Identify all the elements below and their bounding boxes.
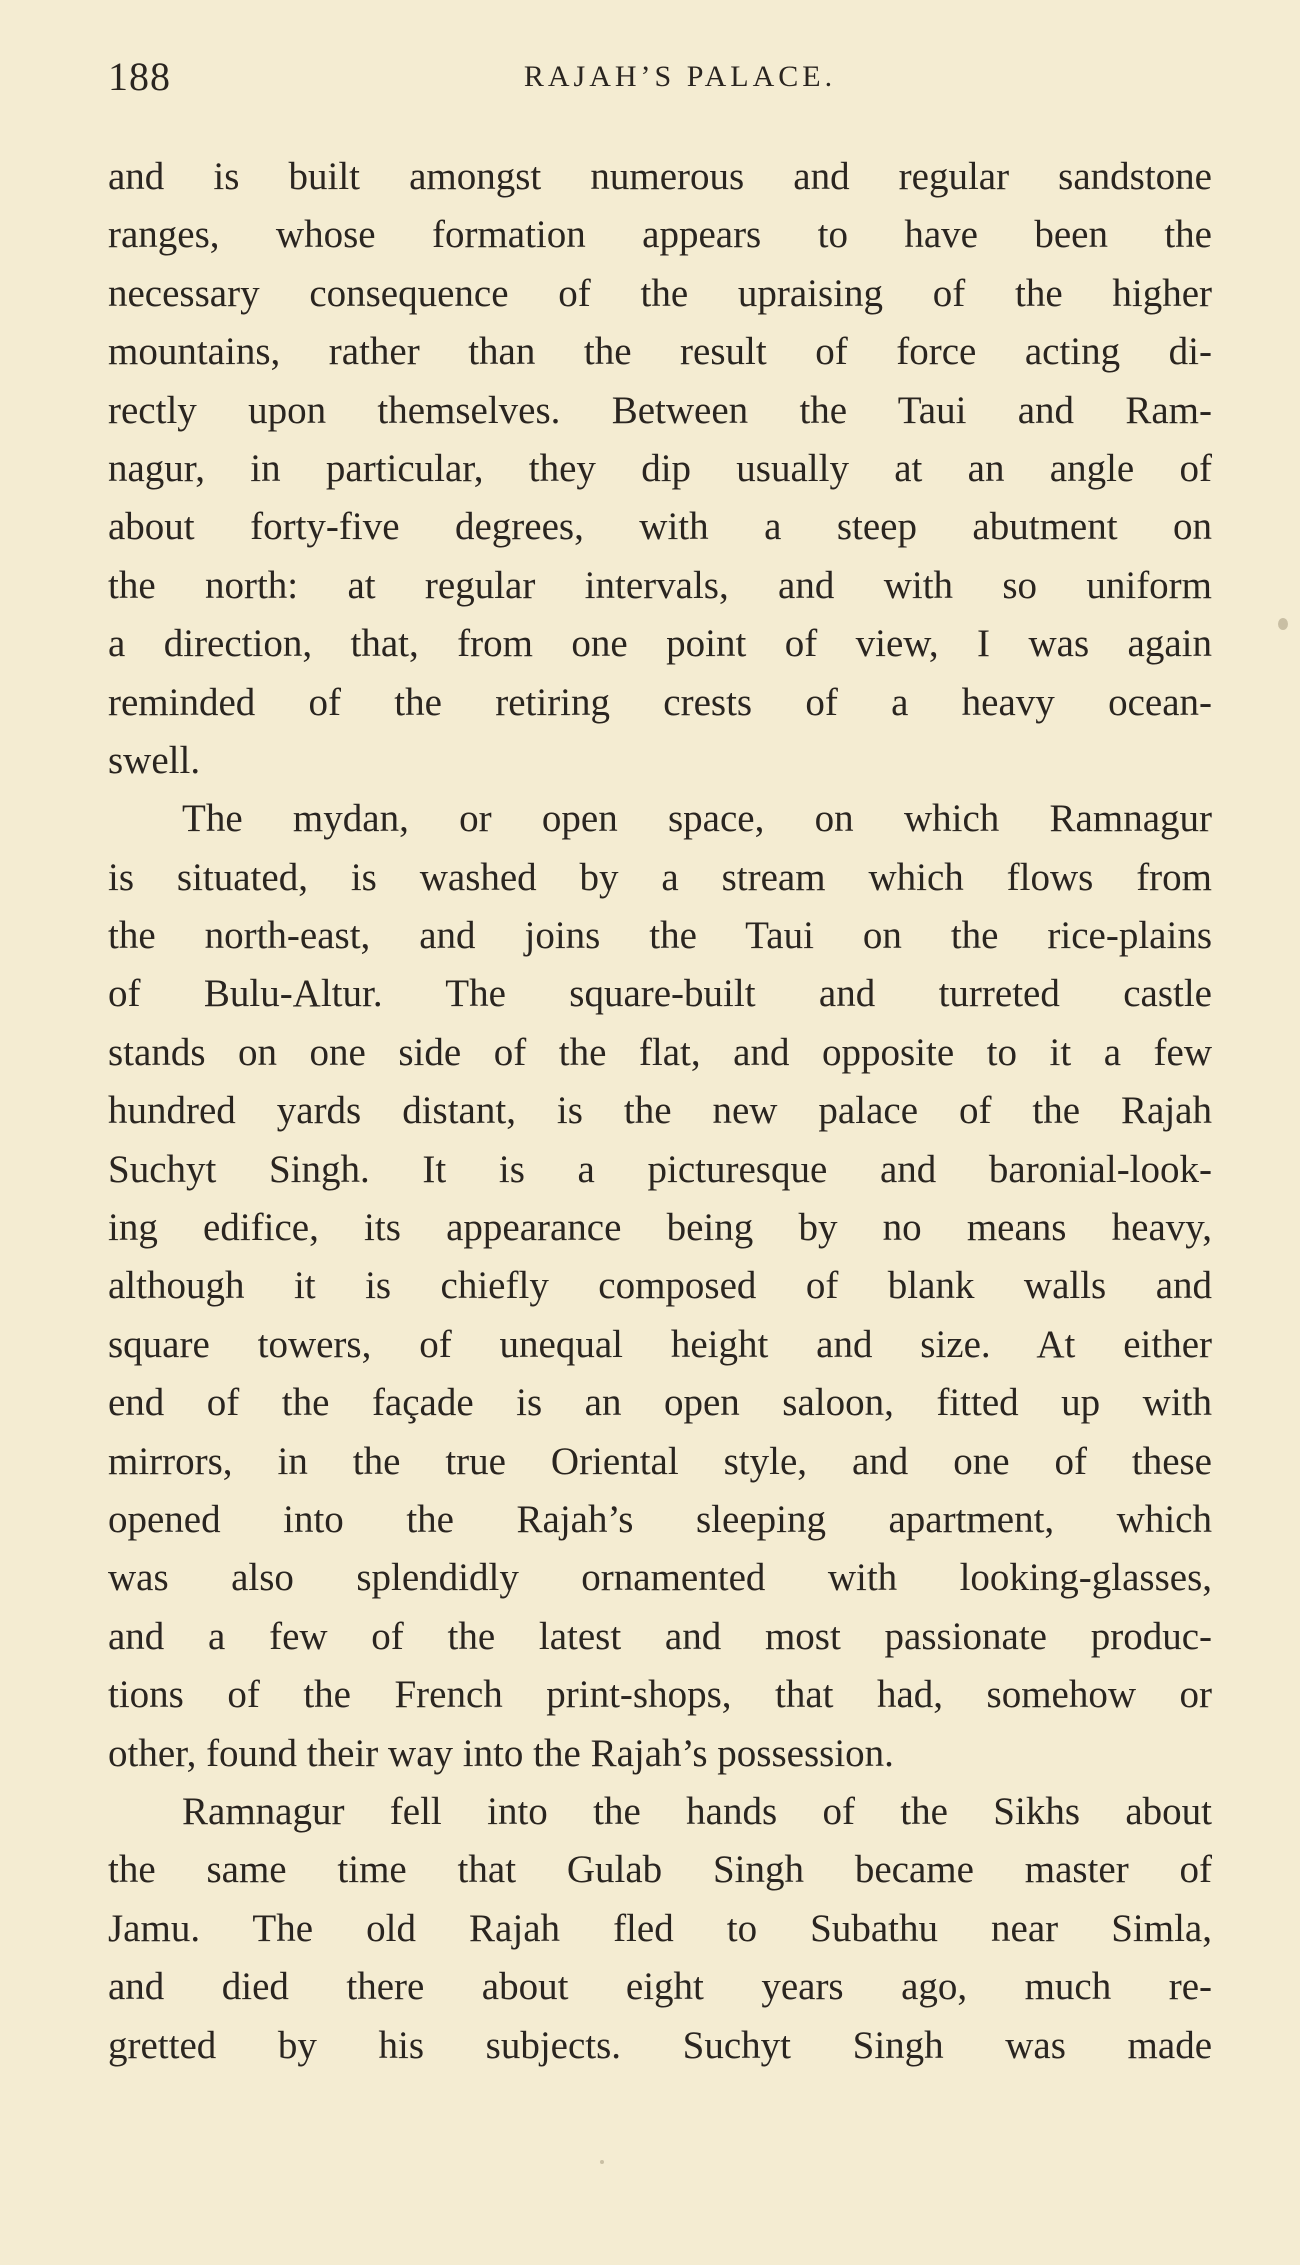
text-line: the same time that Gulab Singh became master of [108,1848,1212,1892]
text-line: nagur, in particular, they dip usually at an angle of [108,446,1212,490]
text-line: opened into the Rajah’s sleeping apartment, which [108,1497,1212,1541]
text-line: was also splendidly ornamented with looking-glasses, [108,1556,1212,1600]
text-line: end of the façade is an open saloon, fitted up with [108,1381,1212,1425]
text-line: and is built amongst numerous and regular sandstone [108,155,1212,198]
text-line: square towers, of unequal height and size. At either [108,1322,1212,1366]
text-line: swell. [108,738,201,782]
text-line: the north: at regular intervals, and with so uniform [108,563,1212,607]
text-line: tions of the French print-shops, that had, somehow or [108,1673,1212,1717]
running-head [108,52,1212,102]
running-title: RAJAH’S PALACE. [523,60,837,93]
text-line: other, found their way into the Rajah’s possession. [108,1731,894,1775]
text-line: and died there about eight years ago, much re- [108,1965,1212,2009]
paper-speck [1278,618,1288,630]
text-line: is situated, is washed by a stream which flows from [108,855,1212,899]
text-line: Suchyt Singh. It is a picturesque and baronial-look- [108,1147,1212,1191]
text-line: of Bulu-Altur. The square-built and turreted castle [108,972,1212,1016]
text-line: reminded of the retiring crests of a heavy ocean- [108,680,1212,724]
text-line: mountains, rather than the result of force acting di- [108,330,1212,374]
text-line: The mydan, or open space, on which Ramnagur [182,797,1212,841]
text-line: although it is chiefly composed of blank walls and [108,1264,1212,1308]
text-line: hundred yards distant, is the new palace of the Rajah [108,1089,1212,1133]
text-line: and a few of the latest and most passionate produc- [108,1614,1212,1658]
text-line: Jamu. The old Rajah fled to Subathu near Simla, [108,1906,1212,1950]
text-line: rectly upon themselves. Between the Taui and Ram- [108,388,1212,432]
text-line: Ramnagur fell into the hands of the Sikhs about [182,1789,1212,1833]
text-line: mirrors, in the true Oriental style, and one of these [108,1439,1212,1483]
paper-speck [600,2160,604,2164]
page-number: 188 [108,54,171,99]
body-text [108,148,1212,2075]
text-line: ranges, whose formation appears to have been the [108,213,1212,257]
text-line: the north-east, and joins the Taui on the rice-plains [108,914,1212,958]
text-line: necessary consequence of the upraising of the higher [108,271,1212,315]
text-line: about forty-five degrees, with a steep abutment on [108,505,1212,549]
text-line: a direction, that, from one point of view, I was again [108,622,1212,666]
text-line: ing edifice, its appearance being by no means heavy, [108,1206,1212,1250]
text-line: stands on one side of the flat, and opposite to it a few [108,1030,1212,1074]
text-line: gretted by his subjects. Suchyt Singh was made [108,2023,1212,2067]
